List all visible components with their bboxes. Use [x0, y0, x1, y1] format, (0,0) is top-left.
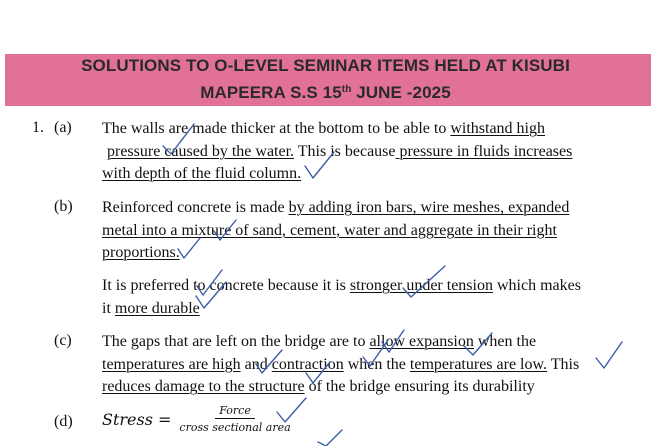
formula-lhs: Stress =	[102, 409, 172, 429]
text-run: This	[547, 355, 580, 373]
part-b-label: (b)	[54, 198, 73, 215]
part-c-answer	[102, 331, 642, 399]
part-a-label: (a)	[54, 119, 72, 136]
formula-denominator: cross sectional area	[179, 421, 291, 434]
part-b-line-2	[102, 220, 642, 243]
title-line-2-date-text: JUNE -2025	[351, 83, 451, 102]
part-b-line-1	[102, 197, 642, 220]
part-c-line-1	[102, 331, 642, 354]
title-line-2-text: MAPEERA S.S 15	[200, 83, 342, 102]
text-run: when the	[473, 333, 537, 350]
part-b-p2-line-1	[102, 275, 642, 298]
text-run: Reinforced concrete is made	[102, 199, 289, 216]
part-d-label: (d)	[54, 413, 73, 430]
text-run: when the	[343, 355, 410, 373]
text-run: It is preferred to concrete because it is	[102, 277, 350, 294]
part-c-line-2	[102, 354, 642, 377]
question-number: 1.	[32, 119, 44, 136]
underlined-key-phrase: temperatures are low.	[409, 355, 548, 373]
part-a-line-3	[102, 163, 642, 186]
underlined-key-phrase: contraction	[271, 355, 344, 373]
part-b-line-3	[102, 242, 642, 265]
stress-formula	[102, 404, 291, 434]
title-line-2-superscript: th	[341, 84, 352, 95]
part-b-answer-paragraph-2	[102, 275, 642, 320]
text-run: it	[102, 299, 115, 317]
underlined-key-phrase: allow expansion	[369, 333, 474, 350]
underlined-key-phrase: pressure in fluids increases	[395, 142, 573, 160]
part-c-label: (c)	[54, 332, 72, 349]
part-b-answer	[102, 197, 642, 265]
part-a-line-1	[102, 118, 642, 141]
text-run: which makes	[492, 277, 581, 294]
text-run: The gaps that are left on the bridge are to	[102, 333, 370, 350]
text-run: and	[240, 355, 272, 373]
formula-fraction	[179, 404, 290, 434]
formula-numerator: Force	[215, 404, 255, 419]
part-a-line-2	[102, 141, 642, 164]
underlined-key-phrase: metal into a mixture of sand, cement, water and aggregate in their right	[102, 221, 557, 239]
tick-mark-icon	[318, 430, 342, 446]
part-c-line-3	[102, 376, 642, 399]
underlined-key-phrase: with depth of the fluid column.	[102, 165, 302, 182]
part-a-answer	[102, 118, 642, 186]
underlined-key-phrase: by adding iron bars, wire meshes, expanded	[288, 199, 570, 216]
document-title-line-2	[0, 83, 651, 103]
part-b-p2-line-2	[102, 298, 642, 321]
text-run: The walls are made thicker at the bottom to be able to	[102, 120, 451, 137]
text-run: of the bridge ensuring its durability	[304, 378, 535, 395]
underlined-key-phrase: stronger under tension	[349, 277, 493, 294]
document-title-line-1: SOLUTIONS TO O-LEVEL SEMINAR ITEMS HELD AT KISUBI	[81, 56, 570, 75]
text-run: This is because	[294, 142, 396, 160]
underlined-key-phrase: more durable	[114, 299, 200, 317]
underlined-key-phrase: proportions.	[102, 244, 180, 261]
underlined-key-phrase: withstand high	[450, 120, 545, 137]
underlined-key-phrase: reduces damage to the structure	[102, 378, 305, 395]
underlined-key-phrase: pressure caused by the water.	[107, 142, 295, 160]
underlined-key-phrase: temperatures are high	[102, 355, 241, 373]
